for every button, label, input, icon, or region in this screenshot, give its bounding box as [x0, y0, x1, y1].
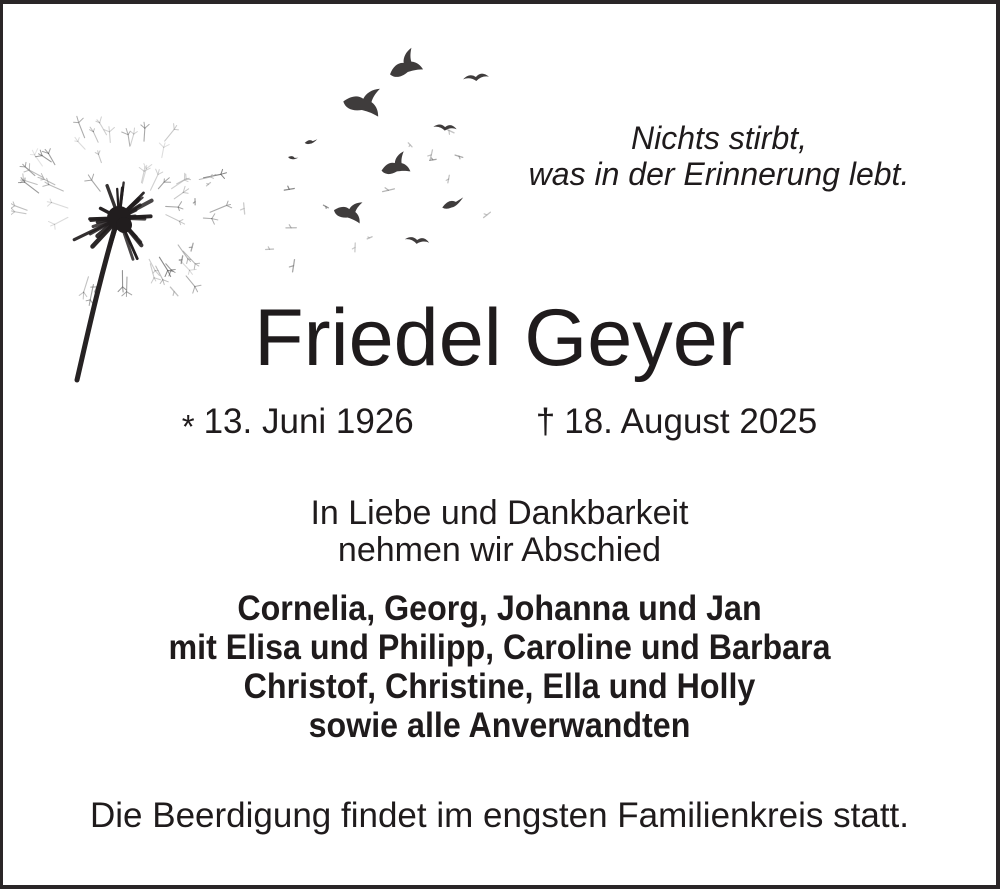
farewell-text [3, 495, 996, 569]
bird-flock [288, 46, 489, 245]
bird-icon [463, 73, 490, 82]
farewell-line-2: nehmen wir Abschied [337, 531, 662, 569]
mourners-line-4: sowie alle Anverwandten [308, 706, 691, 745]
quote-line-1: Nichts stirbt, [630, 120, 808, 156]
quote-line-2: was in der Erinnerung lebt. [528, 155, 910, 192]
bird-icon [384, 46, 423, 79]
mourners-names [3, 589, 996, 745]
birth-date-text: 13. Juni 1926 [203, 402, 414, 441]
deceased-name: Friedel Geyer [254, 293, 745, 383]
death-cross-symbol: † [535, 402, 556, 441]
bird-icon [433, 123, 457, 132]
death-date-text: 18. August 2025 [564, 402, 818, 441]
bird-icon [441, 197, 465, 209]
dandelion-head [74, 183, 151, 260]
bird-icon [342, 81, 385, 117]
bird-icon [288, 154, 298, 161]
bird-icon [404, 236, 429, 246]
funeral-notice: Die Beerdigung findet im engsten Familienkreis statt. [89, 796, 909, 835]
birth-star-symbol: * [181, 408, 195, 445]
bird-icon [305, 139, 318, 144]
mourners-line-1: Cornelia, Georg, Johanna und Jan [237, 589, 762, 628]
memorial-quote [519, 121, 919, 192]
mourners-line-3: Christof, Christine, Ella und Holly [243, 667, 756, 706]
bird-icon [333, 195, 367, 224]
bird-icon [379, 151, 410, 176]
death-date [536, 404, 817, 439]
farewell-line-1: In Liebe und Dankbarkeit [310, 494, 689, 532]
birth-date [181, 402, 414, 445]
mourners-line-2: mit Elisa und Philipp, Caroline und Barbara [168, 628, 831, 667]
life-dates [3, 402, 996, 445]
